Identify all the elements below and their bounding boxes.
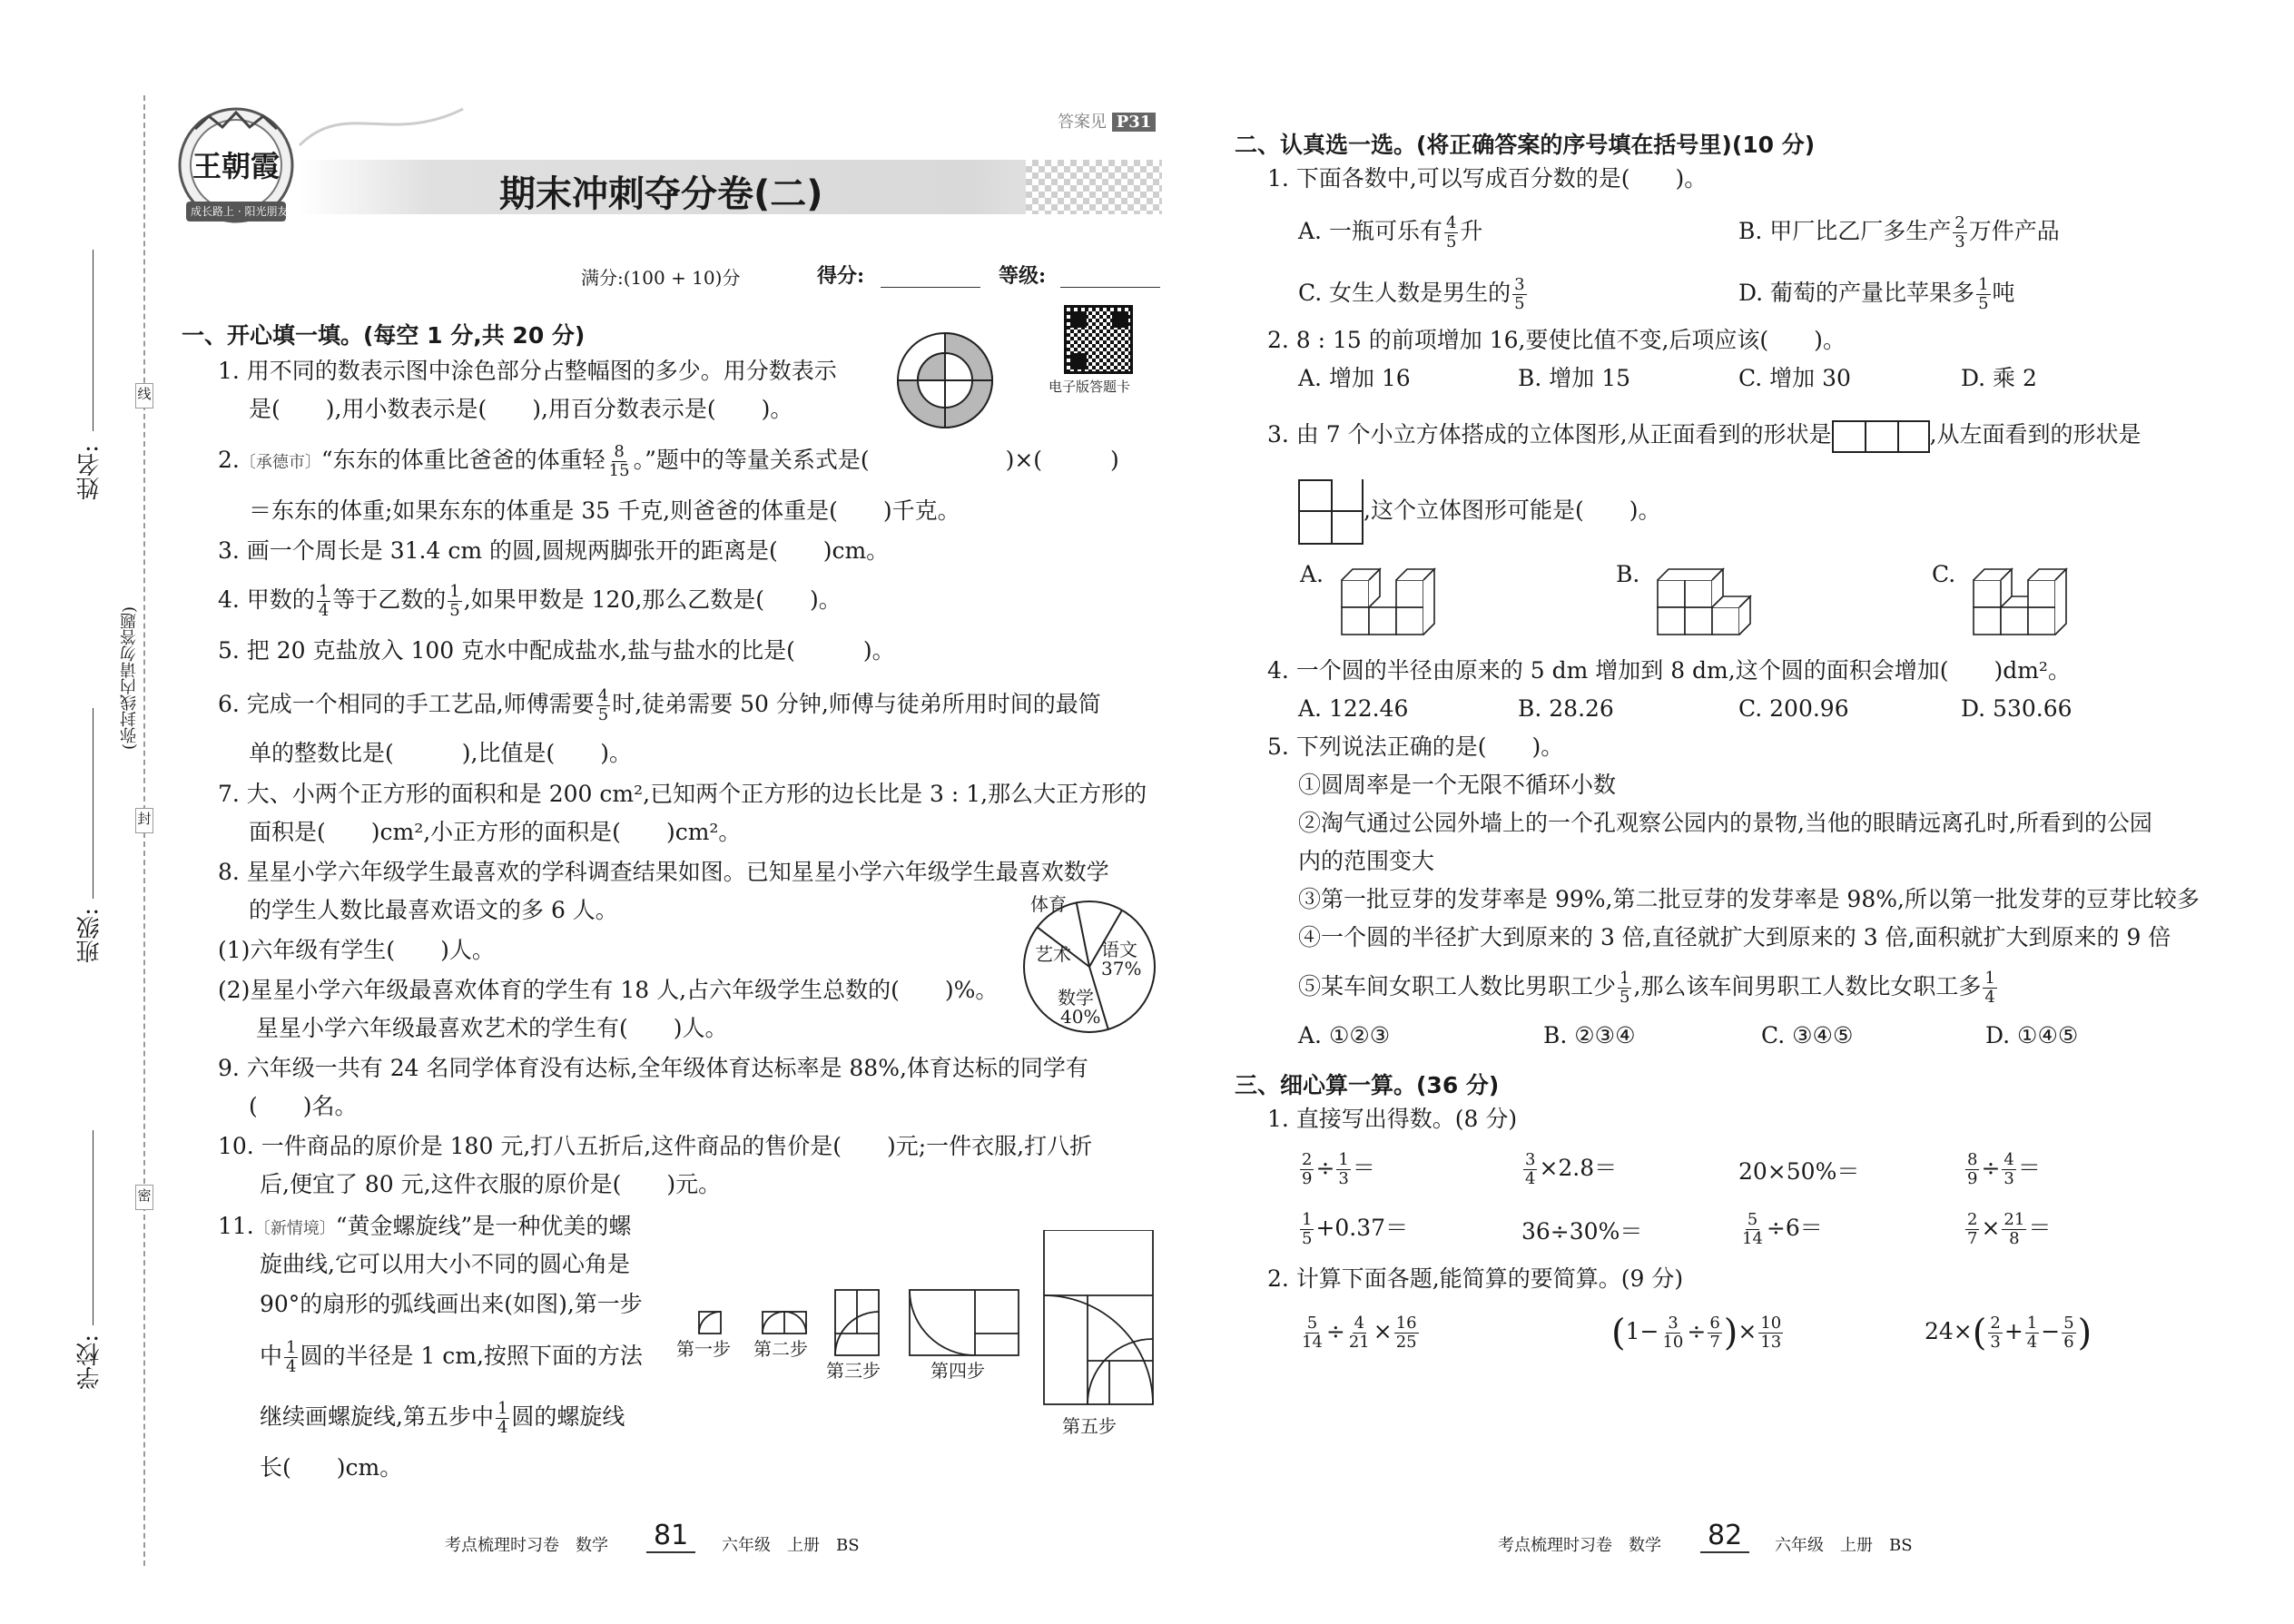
s3-q2: 2. 计算下面各题,能简算的要简算。(9 分): [1267, 1265, 1684, 1292]
s2-q3-optA-label[interactable]: A.: [1300, 561, 1324, 587]
s2-q5-stmt4: ④一个圆的半径扩大到原来的 3 倍,直径就扩大到原来的 3 倍,面积就扩大到原来的 9 倍: [1298, 924, 2171, 950]
s2-q4-optD[interactable]: D. 530.66: [1961, 695, 2072, 722]
answer-ref: 答案见 P31: [1058, 109, 1156, 133]
left-view-figure: [1298, 479, 1364, 545]
name-label: 姓名:: [76, 445, 103, 500]
s2-q2-optD[interactable]: D. 乘 2: [1961, 365, 2037, 391]
qr-code[interactable]: [1064, 305, 1133, 374]
s2-q2: 2. 8 : 15 的前项增加 16,要使比值不变,后项应该( )。: [1267, 327, 1846, 353]
pie-label-chinese: 语文: [1101, 939, 1137, 960]
pie-value-chinese: 37%: [1101, 958, 1142, 979]
footer-left-text: 考点梳理时习卷 数学: [445, 1536, 608, 1555]
q11-line1: 11.〔新情境〕“黄金螺旋线”是一种优美的螺: [218, 1213, 632, 1239]
q2-line1: 2.〔承德市〕“东东的体重比爸爸的体重轻 $\frac{8}{15}$ 。”题中的等量关系式是( )×( ): [218, 442, 1119, 480]
s2-q2-optB[interactable]: B. 增加 15: [1518, 365, 1631, 391]
page-number-left: 81: [646, 1520, 695, 1553]
step-5-label: 第五步: [1062, 1415, 1117, 1437]
seal-mark-seal: 封: [135, 808, 153, 833]
q1-line2: 是( ),用小数表示是( ),用百分数表示是( )。: [249, 396, 793, 422]
page-title: 期末冲刺夺分卷(二): [499, 173, 823, 215]
logo-text: 王朝霞: [192, 149, 281, 183]
q7-line2: 面积是( )cm²,小正方形的面积是( )cm²。: [249, 819, 742, 845]
s2-q5-stmt2b: 内的范围变大: [1298, 848, 1435, 874]
cube-figure-a: [1333, 557, 1469, 652]
cube-figure-b: [1649, 557, 1785, 652]
school-label: 学校:: [76, 1334, 103, 1390]
step-4-label: 第四步: [930, 1360, 985, 1382]
q8-part2b: 星星小学六年级最喜欢艺术的学生有( )人。: [256, 1015, 728, 1041]
s2-q4-optA[interactable]: A. 122.46: [1298, 695, 1409, 722]
q5: 5. 把 20 克盐放入 100 克水中配成盐水,盐与盐水的比是( )。: [218, 637, 895, 664]
name-field[interactable]: [93, 250, 94, 431]
pie-label-math: 数学: [1058, 987, 1094, 1009]
front-view-figure: [1832, 420, 1930, 453]
q10-line2: 后,便宜了 80 元,这件衣服的原价是( )元。: [260, 1171, 722, 1197]
s2-q5-stmt3: ③第一批豆芽的发芽率是 99%,第二批豆芽的发芽率是 98%,所以第一批发芽的豆芽比较多: [1298, 886, 2200, 912]
calc-11: 24×( $\frac{2}{3}$ + $\frac{1}{4}$ − $\frac{5}{6}$ ): [1925, 1312, 2092, 1354]
brand-logo: [172, 100, 300, 227]
s2-q5-optA[interactable]: A. ①②③: [1298, 1022, 1391, 1048]
cube-figure-c: [1964, 557, 2101, 652]
q1-line1: 1. 用不同的数表示图中涂色部分占整幅图的多少。用分数表示: [218, 358, 837, 384]
q11-line2: 旋曲线,它可以用大小不同的圆心角是: [260, 1251, 630, 1277]
full-marks: 满分:(100 + 10)分: [581, 267, 741, 289]
q3: 3. 画一个周长是 31.4 cm 的圆,圆规两脚张开的距离是( )cm。: [218, 537, 890, 564]
seal-mark-secret: 密: [135, 1185, 153, 1210]
pie-value-math: 40%: [1060, 1006, 1101, 1028]
s2-q1-optD[interactable]: D. 葡萄的产量比苹果多 $\frac{1}{5}$ 吨: [1738, 275, 2015, 313]
q11-line3: 90°的扇形的弧线画出来(如图),第一步: [260, 1291, 643, 1317]
s2-q1: 1. 下面各数中,可以写成百分数的是( )。: [1267, 165, 1708, 192]
s2-q5-stmt1: ①圆周率是一个无限不循环小数: [1298, 772, 1617, 798]
class-label: 班级:: [76, 908, 103, 963]
calc-7: $\frac{5}{14}$ ÷6＝: [1742, 1210, 1823, 1248]
s2-q3-optC-label[interactable]: C.: [1932, 561, 1956, 587]
s2-q2-optC[interactable]: C. 增加 30: [1738, 365, 1851, 391]
q8-part1: (1)六年级有学生( )人。: [218, 937, 495, 963]
step-1-label: 第一步: [676, 1338, 731, 1360]
calc-6: 36÷30%＝: [1521, 1218, 1643, 1245]
s2-q3-line1: 3. 由 7 个小立方体搭成的立体图形,从正面看到的形状是 ,从左面看到的形状是: [1267, 419, 2141, 453]
s2-q5-stmt5: ⑤某车间女职工人数比男职工少 $\frac{1}{5}$ ,那么该车间男职工人数比女职工多 $\frac{1}{4}$: [1298, 969, 1995, 1007]
s3-q1: 1. 直接写出得数。(8 分): [1267, 1106, 1518, 1132]
s2-q5-optC[interactable]: C. ③④⑤: [1761, 1022, 1854, 1048]
pie-label-art: 艺术: [1035, 943, 1071, 965]
seal-note: (弥封线内请勿答题): [120, 606, 139, 751]
q9-line1: 9. 六年级一共有 24 名同学体育没有达标,全年级体育达标率是 88%,体育达标的同学有: [218, 1055, 1088, 1081]
s2-q4-optB[interactable]: B. 28.26: [1518, 695, 1614, 722]
answer-page-badge: P31: [1112, 113, 1157, 132]
seal-mark-line: 线: [135, 383, 153, 408]
section-1-title: 一、开心填一填。(每空 1 分,共 20 分): [182, 322, 586, 349]
calc-8: $\frac{2}{7}$ × $\frac{21}{8}$ ＝: [1967, 1210, 2052, 1248]
section-2-title: 二、认真选一选。(将正确答案的序号填在括号里)(10 分): [1235, 132, 1816, 158]
logo-subtext: 成长路上 · 阳光朋友: [191, 205, 289, 218]
q11-line5: 继续画螺旋线,第五步中 $\frac{1}{4}$ 圆的螺旋线: [260, 1399, 625, 1437]
grade-label: 等级:: [999, 264, 1047, 288]
q8-line2: 的学生人数比最喜欢语文的多 6 人。: [249, 897, 618, 923]
qr-caption: 电子版答题卡: [1049, 379, 1131, 395]
q10-line1: 10. 一件商品的原价是 180 元,打八五折后,这件商品的售价是( )元;一件衣服,打八折: [218, 1133, 1093, 1159]
calc-9: $\frac{5}{14}$ ÷ $\frac{4}{21}$ × $\frac{16}{25}$: [1302, 1314, 1417, 1352]
score-field[interactable]: [881, 287, 980, 288]
s2-q1-optA[interactable]: A. 一瓶可乐有 $\frac{4}{5}$ 升: [1298, 213, 1483, 251]
q8-line1: 8. 星星小学六年级学生最喜欢的学科调查结果如图。已知星星小学六年级学生最喜欢数学: [218, 859, 1109, 885]
step-2-label: 第二步: [753, 1338, 808, 1360]
calc-2: $\frac{3}{4}$ ×2.8＝: [1525, 1150, 1618, 1188]
footer-right-grade: 六年级 上册 BS: [1775, 1536, 1913, 1555]
q6-line2: 单的整数比是( ),比值是( )。: [249, 740, 632, 766]
calc-3: 20×50%＝: [1738, 1158, 1860, 1185]
calc-5: $\frac{1}{5}$ +0.37＝: [1302, 1210, 1409, 1248]
calc-4: $\frac{8}{9}$ ÷ $\frac{4}{3}$ ＝: [1967, 1150, 2041, 1188]
section-3-title: 三、细心算一算。(36 分): [1235, 1072, 1500, 1098]
q7-line1: 7. 大、小两个正方形的面积和是 200 cm²,已知两个正方形的边长比是 3 : 1,那么大正方形的: [218, 781, 1147, 807]
step-3-label: 第三步: [826, 1360, 881, 1382]
s2-q5-optD[interactable]: D. ①④⑤: [1985, 1022, 2079, 1048]
s2-q5: 5. 下列说法正确的是( )。: [1267, 733, 1564, 760]
footer-left-grade: 六年级 上册 BS: [722, 1536, 860, 1555]
q4: 4. 甲数的 $\frac{1}{4}$ 等于乙数的 $\frac{1}{5}$ ,如果甲数是 120,那么乙数是( )。: [218, 582, 842, 620]
s2-q2-optA[interactable]: A. 增加 16: [1298, 365, 1411, 391]
s2-q3-line2: ,这个立体图形可能是( )。: [1298, 479, 1660, 545]
q6-line1: 6. 完成一个相同的手工艺品,师傅需要 $\frac{4}{5}$ 时,徒弟需要 50 分钟,师傅与徒弟所用时间的最简: [218, 686, 1101, 724]
grade-field[interactable]: [1060, 287, 1160, 288]
class-field[interactable]: [93, 708, 94, 899]
q11-line4: 中 $\frac{1}{4}$ 圆的半径是 1 cm,按照下面的方法: [260, 1338, 643, 1376]
q9-line2: ( )名。: [249, 1093, 358, 1119]
score-label: 得分:: [817, 264, 865, 288]
school-field[interactable]: [93, 1130, 94, 1325]
s2-q4-optC[interactable]: C. 200.96: [1738, 695, 1849, 722]
page-number-right: 82: [1700, 1520, 1749, 1553]
s2-q1-optC[interactable]: C. 女生人数是男生的 $\frac{3}{5}$: [1298, 275, 1525, 313]
q8-part2: (2)星星小学六年级最喜欢体育的学生有 18 人,占六年级学生总数的( )%。: [218, 977, 999, 1003]
ribbon-decoration: [290, 91, 472, 167]
s2-q1-optB[interactable]: B. 甲厂比乙厂多生产 $\frac{2}{3}$ 万件产品: [1738, 213, 2060, 251]
s2-q3-optB-label[interactable]: B.: [1616, 561, 1640, 587]
q11-line6: 长( )cm。: [260, 1454, 403, 1481]
title-checker: [1026, 160, 1162, 214]
s2-q5-stmt2a: ②淘气通过公园外墙上的一个孔观察公园内的景物,当他的眼睛远离孔时,所看到的公园: [1298, 810, 2152, 836]
pie-label-pe: 体育: [1030, 893, 1067, 915]
footer-right-text: 考点梳理时习卷 数学: [1498, 1536, 1661, 1555]
s2-q5-optB[interactable]: B. ②③④: [1543, 1022, 1636, 1048]
shaded-circle-figure: [894, 330, 996, 435]
s2-q4: 4. 一个圆的半径由原来的 5 dm 增加到 8 dm,这个圆的面积会增加( )dm²。: [1267, 657, 2071, 684]
q2-line2: ＝东东的体重;如果东东的体重是 35 千克,则爸爸的体重是( )千克。: [249, 497, 960, 524]
calc-1: $\frac{2}{9}$ ÷ $\frac{1}{3}$ ＝: [1302, 1150, 1375, 1188]
calc-10: (1− $\frac{3}{10}$ ÷ $\frac{6}{7}$ )× $\frac{10}{13}$: [1611, 1312, 1782, 1354]
